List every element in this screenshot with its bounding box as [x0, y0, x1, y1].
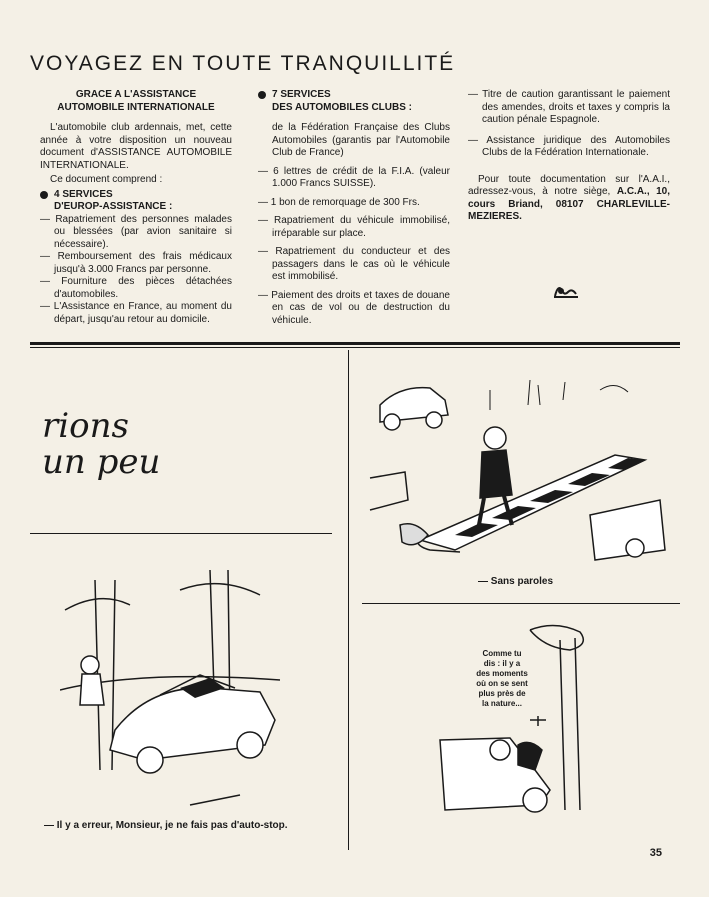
list-item: — 1 bon de remorquage de 300 Frs. — [258, 196, 420, 208]
col1-intro: L'automobile club ardennais, met, cette année à votre disposition un nouveau document d'ASSISTANCE AUTOMOBILE INTERNATIONALE. — [40, 122, 232, 171]
list-item: — Rapatriement des personnes malades ou blessées (par avion sanitaire si nécessaire). — [40, 213, 232, 250]
column-europ-assistance — [40, 89, 232, 326]
list-item: — 6 lettres de crédit de la F.I.A. (valeur 1.000 Francs SUISSE). — [258, 165, 450, 189]
club-logo-icon — [552, 282, 582, 300]
bubble-line: plus près de — [478, 689, 526, 698]
vertical-divider — [348, 350, 349, 850]
contact-paragraph — [468, 174, 670, 224]
contact-address: A.C.A., 10, cours Briand, 08107 CHARLEVILLE-MEZIERES. — [468, 186, 670, 222]
bubble-line: Comme tu — [482, 649, 522, 658]
list-item: — Assistance juridique des Automobiles Clubs de la Fédération Internationale. — [468, 134, 670, 158]
page-number: 35 — [649, 847, 662, 859]
list-item: — Remboursement des frais médicaux jusqu'à 3.000 Francs par personne. — [40, 251, 232, 275]
section-divider — [30, 342, 680, 345]
humor-heading-line2: un peu — [42, 442, 161, 482]
humor-heading — [42, 408, 160, 480]
list-item: — Paiement des droits et taxes de douane en cas de vol ou de destruction du véhicule. — [258, 289, 450, 326]
bubble-line: où on se sent — [476, 679, 528, 688]
list-item: — Rapatriement du conducteur et des passagers dans le cas où le véhicule est immobilisé. — [258, 246, 450, 282]
col2-section-heading — [258, 89, 450, 114]
col1-section-line1: 4 SERVICES — [54, 188, 113, 200]
cartoon-nature — [430, 620, 670, 820]
list-item: — Fourniture des pièces détachées d'automobiles. — [40, 276, 232, 300]
col2-section-line2: DES AUTOMOBILES CLUBS : — [272, 101, 413, 113]
col1-section-heading — [40, 189, 232, 214]
right-divider — [362, 603, 680, 604]
col1-heading-line2: AUTOMOBILE INTERNATIONALE — [57, 101, 215, 113]
list-item: — Titre de caution garantissant le paiement des amendes, droits et taxes y compris la caution pénale Espagnole. — [468, 89, 670, 125]
page-title: VOYAGEZ EN TOUTE TRANQUILLITÉ — [30, 52, 456, 75]
col1-section-line2: D'EUROP-ASSISTANCE : — [54, 201, 173, 212]
col2-intro: de la Fédération Française des Clubs Automobiles (garantis par l'Automobile Club de France) — [272, 122, 450, 158]
col2-section-line1: 7 SERVICES — [272, 89, 331, 100]
caption-autostop: — Il y a erreur, Monsieur, je ne fais pas d'auto-stop. — [44, 820, 288, 831]
humor-heading-line1: rions — [42, 406, 129, 446]
bubble-line: des moments — [476, 669, 528, 678]
cartoon-crosswalk — [360, 360, 680, 570]
col1-lead: Ce document comprend : — [50, 174, 163, 185]
caption-crosswalk: — Sans paroles — [478, 576, 554, 587]
cartoon-autostop — [60, 570, 290, 810]
column-automobile-clubs — [258, 89, 450, 327]
bubble-line: la nature... — [481, 699, 522, 708]
left-divider — [30, 533, 332, 534]
column-contact — [468, 89, 670, 224]
list-item: — L'Assistance en France, au moment du départ, jusqu'au retour au domicile. — [40, 301, 232, 325]
section-divider-thin — [30, 347, 680, 348]
col1-heading-line1: GRACE A L'ASSISTANCE — [75, 89, 197, 100]
list-item: — Rapatriement du véhicule immobilisé, irréparable sur place. — [258, 215, 450, 239]
bubble-line: dis : il y a — [483, 659, 521, 668]
contact-plain: Pour toute documentation sur l'A.A.I., adressez-vous, à notre siège, — [468, 173, 670, 197]
